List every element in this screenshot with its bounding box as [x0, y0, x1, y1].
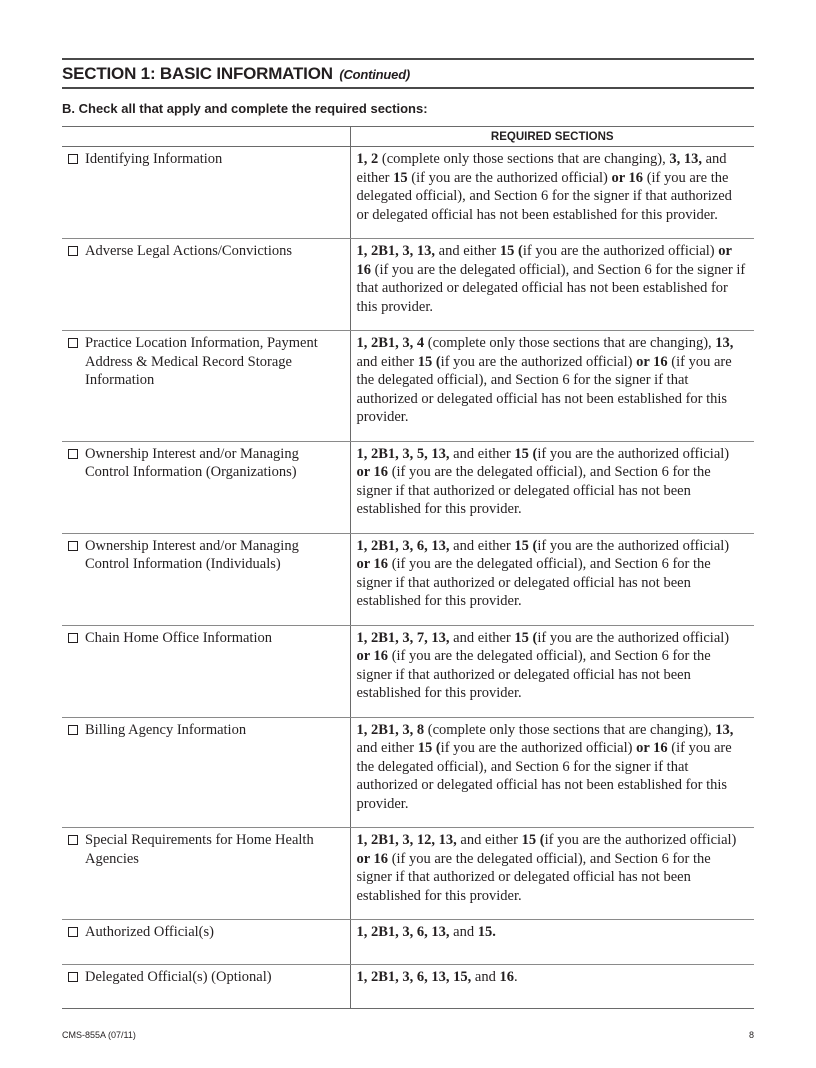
checkbox[interactable] [68, 541, 78, 551]
section-number-text: or 16 [636, 740, 668, 756]
table-row [62, 331, 754, 442]
table-row [62, 964, 754, 1009]
checkbox[interactable] [68, 835, 78, 845]
option-item[interactable] [68, 923, 344, 942]
option-label: Delegated Official(s) (Optional) [85, 968, 272, 985]
table-row [62, 533, 754, 625]
instruction-text: if you are the authorized official) [537, 445, 730, 462]
form-page [62, 58, 754, 1009]
option-label: Chain Home Office Information [85, 629, 272, 646]
checkbox[interactable] [68, 154, 78, 164]
option-label: Authorized Official(s) [85, 924, 214, 940]
required-sections-table [62, 126, 754, 1009]
option-cell [62, 533, 350, 625]
section-number-text: 1, 2B1, 3, 6, 13, 15, [356, 968, 472, 985]
table-row [62, 717, 754, 828]
section-number-text: or 16 [356, 243, 732, 278]
instruction-text: if you are the authorized official) [522, 243, 719, 259]
instruction-text: (complete only those sections that are changing), [378, 151, 670, 167]
checkbox[interactable] [68, 246, 78, 256]
option-cell [62, 147, 350, 239]
option-cell [62, 625, 350, 717]
option-label: Adverse Legal Actions/Convictions [85, 243, 292, 259]
table-row [62, 920, 754, 965]
option-item[interactable] [68, 334, 344, 390]
required-sections-cell [350, 920, 754, 965]
section-number-text: 1, 2 [356, 151, 379, 167]
required-sections-cell [350, 441, 754, 533]
section-number-text: 15 ( [521, 832, 545, 848]
option-item[interactable] [68, 445, 344, 482]
instruction-text: (complete only those sections that are changing), [424, 335, 716, 351]
instruction-text: (if you are the delegated official), and Section 6 for the signer if that authorized or delegated official has not been established for this provider. [356, 556, 711, 609]
instruction-text: and either [356, 151, 727, 186]
instruction-text: (complete only those sections that are changing), [424, 721, 716, 738]
option-cell [62, 717, 350, 828]
instruction-text: (if you are the delegated official), and Section 6 for the signer if that authorized or delegated official has not been established for this provider. [356, 850, 711, 904]
option-cell [62, 964, 350, 1009]
required-sections-cell [350, 147, 754, 239]
section-continued-label: (Continued) [339, 67, 411, 82]
section-number-text: 15 ( [499, 243, 523, 259]
checkbox[interactable] [68, 927, 78, 937]
table-header-row [62, 127, 754, 147]
header-left [62, 127, 350, 147]
section-number-text: 3, 13, [669, 151, 702, 167]
table-row [62, 625, 754, 717]
section-number-text: or 16 [611, 169, 644, 186]
section-number-text: or 16 [356, 850, 389, 867]
required-sections-cell [350, 717, 754, 828]
option-cell [62, 239, 350, 331]
instruction-text: (if you are the delegated official), and Section 6 for the signer if that authorized or delegated official has not been established for this provider. [356, 353, 732, 425]
section-title [62, 60, 754, 87]
table-row [62, 239, 754, 331]
section-number-text: 15 ( [514, 537, 538, 554]
instruction-text: (if you are the delegated official), and Section 6 for the signer if that authorized or delegated official has not been established for this provider. [356, 648, 711, 701]
checkbox[interactable] [68, 972, 78, 982]
option-label: Billing Agency Information [85, 721, 247, 738]
instruction-text: and [449, 924, 478, 940]
checkbox[interactable] [68, 633, 78, 643]
instruction-text: if you are the authorized official) [537, 629, 730, 646]
required-sections-cell [350, 331, 754, 442]
section-number-text: 15. [477, 924, 496, 940]
option-label: Special Requirements for Home Health Agencies [85, 832, 314, 867]
option-cell [62, 920, 350, 965]
instruction-text: . [513, 968, 518, 985]
checkbox[interactable] [68, 449, 78, 459]
section-number-text: 15 ( [417, 740, 441, 756]
required-sections-cell [350, 828, 754, 920]
instruction-text: and either [435, 243, 500, 259]
section-number-text: or 16 [636, 353, 668, 370]
required-sections-cell [350, 533, 754, 625]
instruction-text: (if you are the authorized official) [407, 169, 612, 186]
required-sections-cell [350, 964, 754, 1009]
table-row [62, 828, 754, 920]
section-number-text: 1, 2B1, 3, 6, 13, [356, 537, 450, 554]
section-number-text: 1, 2B1, 3, 13, [356, 243, 436, 259]
header-required-sections: REQUIRED SECTIONS [350, 127, 754, 147]
option-item[interactable] [68, 721, 344, 740]
section-number-text: 15 ( [417, 353, 441, 370]
instruction-text: and either [449, 629, 515, 646]
checkbox[interactable] [68, 725, 78, 735]
section-number-text: 1, 2B1, 3, 6, 13, [356, 924, 450, 940]
instruction-text: (if you are the delegated official), and Section 6 for the signer if that authorized or delegated official has not been established for this provider. [356, 261, 746, 315]
section-number-text: or 16 [356, 556, 389, 572]
form-id: CMS-855A (07/11) [62, 1030, 136, 1040]
instruction-text: and either [356, 353, 418, 370]
section-number-text: 13, [715, 335, 734, 351]
option-label: Ownership Interest and/or Managing Control Information (Individuals) [85, 537, 299, 572]
option-label: Identifying Information [85, 151, 223, 167]
instruction-text: and either [456, 832, 522, 848]
section-number-text: 13, [715, 721, 734, 738]
option-label: Practice Location Information, Payment Address & Medical Record Storage Information [85, 335, 318, 388]
section-title-text: SECTION 1: BASIC INFORMATION [62, 64, 333, 83]
table-row [62, 441, 754, 533]
section-number-text: or 16 [356, 648, 389, 664]
section-number-text: 1, 2B1, 3, 12, 13, [356, 832, 457, 848]
option-item[interactable] [68, 968, 344, 987]
instruction-text: (if you are the delegated official), and Section 6 for the signer if that authorized or delegated official has not been established for this provider. [356, 169, 732, 223]
subheading: B. Check all that apply and complete the required sections: [62, 101, 428, 116]
required-sections-cell [350, 239, 754, 331]
section-number-text: 15 [393, 169, 408, 186]
instruction-text: and either [356, 740, 418, 756]
section-number-text: 1, 2B1, 3, 4 [356, 335, 425, 351]
section-number-text: 1, 2B1, 3, 7, 13, [356, 629, 450, 646]
option-item[interactable] [68, 537, 344, 574]
instruction-text: and either [449, 537, 515, 554]
section-bottom-rule [62, 87, 754, 89]
option-item[interactable] [68, 831, 344, 868]
option-cell [62, 331, 350, 442]
section-number-text: 15 ( [514, 629, 538, 646]
section-number-text: or 16 [356, 464, 389, 480]
section-number-text: 1, 2B1, 3, 8 [356, 721, 425, 738]
option-label: Ownership Interest and/or Managing Control Information (Organizations) [85, 445, 299, 480]
option-item[interactable] [68, 629, 344, 648]
instruction-text: if you are the authorized official) [440, 353, 637, 370]
option-item[interactable] [68, 150, 344, 169]
checkbox[interactable] [68, 338, 78, 348]
instruction-text: (if you are the delegated official), and Section 6 for the signer if that authorized or delegated official has not been established for this provider. [356, 464, 711, 517]
option-cell [62, 828, 350, 920]
option-cell [62, 441, 350, 533]
instruction-text: if you are the authorized official) [537, 537, 730, 554]
instruction-text: if you are the authorized official) [440, 740, 637, 756]
section-number-text: 16 [499, 968, 514, 985]
page-number: 8 [748, 1030, 754, 1040]
instruction-text: and either [449, 445, 515, 462]
option-item[interactable] [68, 242, 344, 261]
table-body [62, 147, 754, 1009]
section-number-text: 1, 2B1, 3, 5, 13, [356, 445, 450, 462]
required-sections-cell [350, 625, 754, 717]
instruction-text: (if you are the delegated official), and Section 6 for the signer if that authorized or delegated official has not been established for this provider. [356, 740, 732, 812]
instruction-text: if you are the authorized official) [544, 832, 737, 848]
table-row [62, 147, 754, 239]
instruction-text: and [471, 968, 500, 985]
section-number-text: 15 ( [514, 445, 538, 462]
